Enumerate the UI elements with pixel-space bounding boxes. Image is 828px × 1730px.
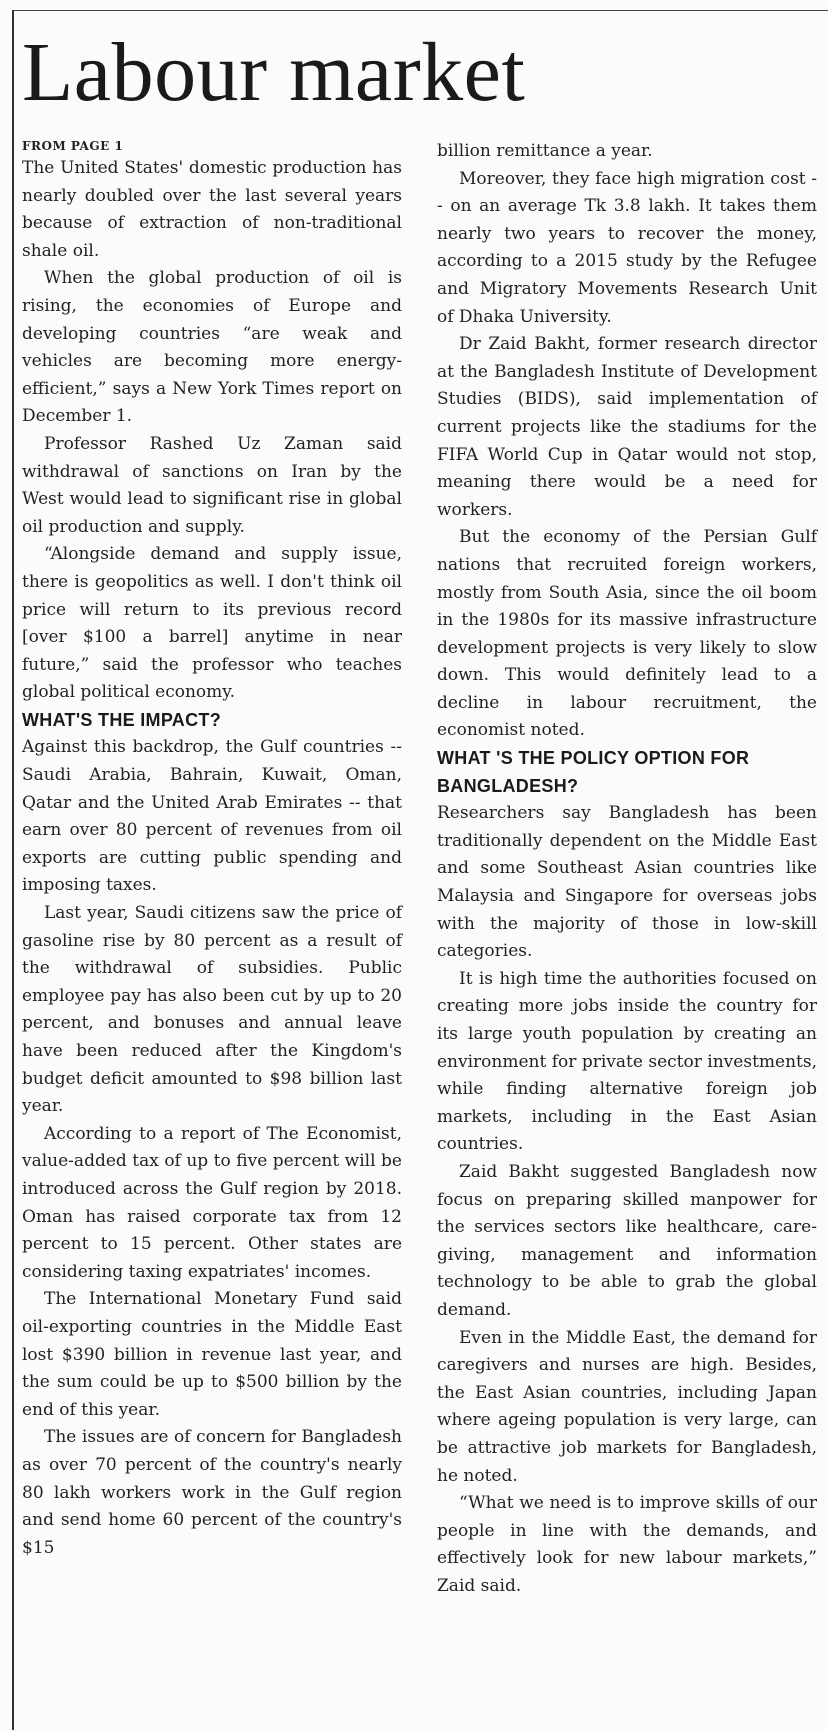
body-paragraph: “Alongside demand and supply issue, there is geopolitics as well. I don't think oil price will return to its previous record [over $100 a barrel] anytime in near future,” said the professor who teaches global political economy. [22,544,402,703]
body-paragraph: The United States' domestic production has nearly doubled over the last several years because of extraction of non-traditional shale oil. [22,158,402,261]
headline: Labour market [22,26,526,119]
top-rule [12,10,828,11]
body-paragraph: According to a report of The Economist, value-added tax of up to five percent will be introduced across the Gulf region by 2018. Oman has raised corporate tax from 12 percent to 15 percent. Other states are considering taxing expatriates' incomes. [22,1123,402,1282]
right-column [437,138,817,1600]
body-paragraph: Moreover, they face high migration cost -- on an average Tk 3.8 lakh. It takes them nearly two years to recover the money, according to a 2015 study by the Refugee and Migratory Movements Research Unit of Dhaka University. [437,168,817,327]
column-rule [12,10,14,1730]
body-paragraph: The issues are of concern for Bangladesh as over 70 percent of the country's nearly 80 lakh workers work in the Gulf region and send home 60 percent of the country's $15 [22,1427,402,1558]
body-paragraph: But the economy of the Persian Gulf nations that recruited foreign workers, mostly from South Asia, since the oil boom in the 1980s for its massive infrastructure development projects is very likely to slow down. This would definitely lead to a decline in labour recruitment, the economist noted. [437,527,817,741]
body-paragraph: Zaid Bakht suggested Bangladesh now focus on preparing skilled manpower for the services sectors like healthcare, care-giving, management and information technology to be able to grab the global demand. [437,1161,817,1320]
body-paragraph: Last year, Saudi citizens saw the price of gasoline rise by 80 percent as a result of the withdrawal of subsidies. Public employee pay has also been cut by up to 20 percent, and bonuses and annual leave have been reduced after the Kingdom's budget deficit amounted to $98 billion last year. [22,903,402,1117]
kicker: FROM PAGE 1 [22,139,124,153]
body-paragraph: Dr Zaid Bakht, former research director at the Bangladesh Institute of Development Studies (BIDS), said implementation of current projects like the stadiums for the FIFA World Cup in Qatar would not stop, meaning there would be a need for workers. [437,334,817,520]
body-paragraph: Even in the Middle East, the demand for caregivers and nurses are high. Besides, the East Asian countries, including Japan where ageing population is very large, can be attractive job markets for Bangladesh, he noted. [437,1327,817,1486]
left-column [22,138,402,1562]
body-paragraph: billion remittance a year. [437,141,653,161]
right-column-body [437,138,817,1600]
section-subhead: WHAT 'S THE POLICY OPTION FOR BANGLADESH? [437,748,750,796]
section-subhead: WHAT'S THE IMPACT? [22,709,221,730]
body-paragraph: Professor Rashed Uz Zaman said withdrawal of sanctions on Iran by the West would lead to significant rise in global oil production and supply. [22,433,402,537]
left-column-body [22,155,402,1562]
body-paragraph: Against this backdrop, the Gulf countries -- Saudi Arabia, Bahrain, Kuwait, Oman, Qatar and the United Arab Emirates -- that earn over 80 percent of revenues from oil exports are cutting public spending and imposing taxes. [22,737,402,896]
body-paragraph: It is high time the authorities focused on creating more jobs inside the country for its large youth population by creating an environment for private sector investments, while finding alternative foreign job markets, including in the East Asian countries. [437,968,817,1155]
body-paragraph: “What we need is to improve skills of our people in line with the demands, and effectively look for new labour markets,” Zaid said. [437,1493,817,1596]
body-paragraph: When the global production of oil is rising, the economies of Europe and developing countries “are weak and vehicles are becoming more energy-efficient,” says a New York Times report on December 1. [22,268,402,427]
body-paragraph: Researchers say Bangladesh has been traditionally dependent on the Middle East and some Southeast Asian countries like Malaysia and Singapore for overseas jobs with the majority of those in low-skill categories. [437,803,817,962]
body-paragraph: The International Monetary Fund said oil-exporting countries in the Middle East lost $390 billion in revenue last year, and the sum could be up to $500 billion by the end of this year. [22,1289,402,1420]
